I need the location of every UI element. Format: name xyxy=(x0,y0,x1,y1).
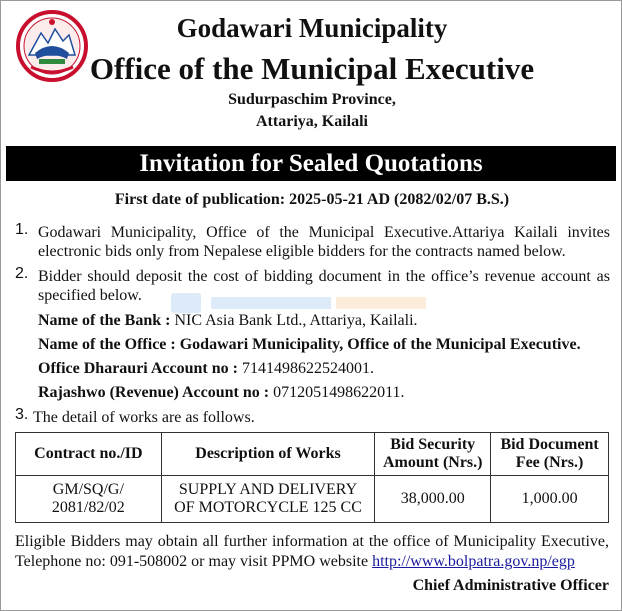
works-table xyxy=(15,432,609,523)
address: Attariya, Kailali xyxy=(256,113,368,130)
office-name: Office of the Municipal Executive xyxy=(89,51,535,86)
col-header-bid-security: Bid Security Amount (Nrs.) xyxy=(375,433,491,476)
revenue-account-value: 0712051498622011. xyxy=(269,384,405,401)
contract-id-line-1: GM/SQ/G/ xyxy=(52,481,124,498)
office-name-label: Name of the Office : Godawari Municipality, Office of the Municipal Executive. xyxy=(38,336,581,353)
province: Sudurpaschim Province, xyxy=(228,91,396,108)
col-header-contract-id: Contract no./ID xyxy=(16,433,162,476)
item-1-number: 1. xyxy=(15,221,29,238)
cell-bid-security: 38,000.00 xyxy=(375,476,491,523)
description-line-1: SUPPLY AND DELIVERY xyxy=(178,481,358,498)
col-header-description: Description of Works xyxy=(161,433,375,476)
item-2-line-1: Bidder should deposit the cost of bidding document in the office’s revenue account as xyxy=(38,268,610,285)
description-line-2: OF MOTORCYCLE 125 CC xyxy=(174,499,362,516)
item-3-text: The detail of works are as follows. xyxy=(33,409,255,426)
revenue-account-label: Rajashwo (Revenue) Account no : xyxy=(38,384,270,401)
office-name-row xyxy=(38,336,581,354)
bank-name-label: Name of the Bank : xyxy=(38,312,171,329)
item-3-number: 3. xyxy=(15,406,29,423)
contract-id-line-2: 2081/82/02 xyxy=(51,499,125,516)
signatory-title: Chief Administrative Officer xyxy=(412,577,609,594)
footer-line-2-text: Telephone no: 091-508002 or may visit PPMO website xyxy=(15,553,373,570)
item-1-line-1: Godawari Municipality, Office of the Municipal Executive.Attariya Kailali invites xyxy=(38,224,610,241)
dharauri-account-value: 7141498622524001. xyxy=(237,360,374,377)
cell-contract-id xyxy=(16,476,162,523)
notice-title-banner: Invitation for Sealed Quotations xyxy=(6,146,616,181)
publication-date: First date of publication: 2025-05-21 AD (2082/02/07 B.S.) xyxy=(114,191,510,208)
item-2-line-2: specified below. xyxy=(38,287,142,304)
ppmo-website-link[interactable]: http://www.bolpatra.gov.np/egp xyxy=(372,553,575,570)
table-row xyxy=(16,476,609,523)
dharauri-account-row xyxy=(38,360,374,378)
revenue-account-row xyxy=(38,384,405,402)
item-2-number: 2. xyxy=(15,265,29,282)
item-1-line-2: electronic bids only from Nepalese eligible bidders for the contracts named below. xyxy=(38,243,566,260)
bank-name-row xyxy=(38,312,418,330)
cell-document-fee: 1,000.00 xyxy=(491,476,609,523)
footer-line-1: Eligible Bidders may obtain all further information at the office of Municipality Executive, xyxy=(15,533,609,550)
footer-line-2 xyxy=(15,552,615,572)
col-header-document-fee: Bid Document Fee (Nrs.) xyxy=(491,433,609,476)
municipality-name: Godawari Municipality xyxy=(176,13,448,43)
table-header-row xyxy=(16,433,609,476)
cell-description xyxy=(161,476,375,523)
dharauri-account-label: Office Dharauri Account no : xyxy=(38,360,238,377)
bank-name-value: NIC Asia Bank Ltd., Attariya, Kailali. xyxy=(170,312,418,329)
footer-note xyxy=(15,532,615,572)
